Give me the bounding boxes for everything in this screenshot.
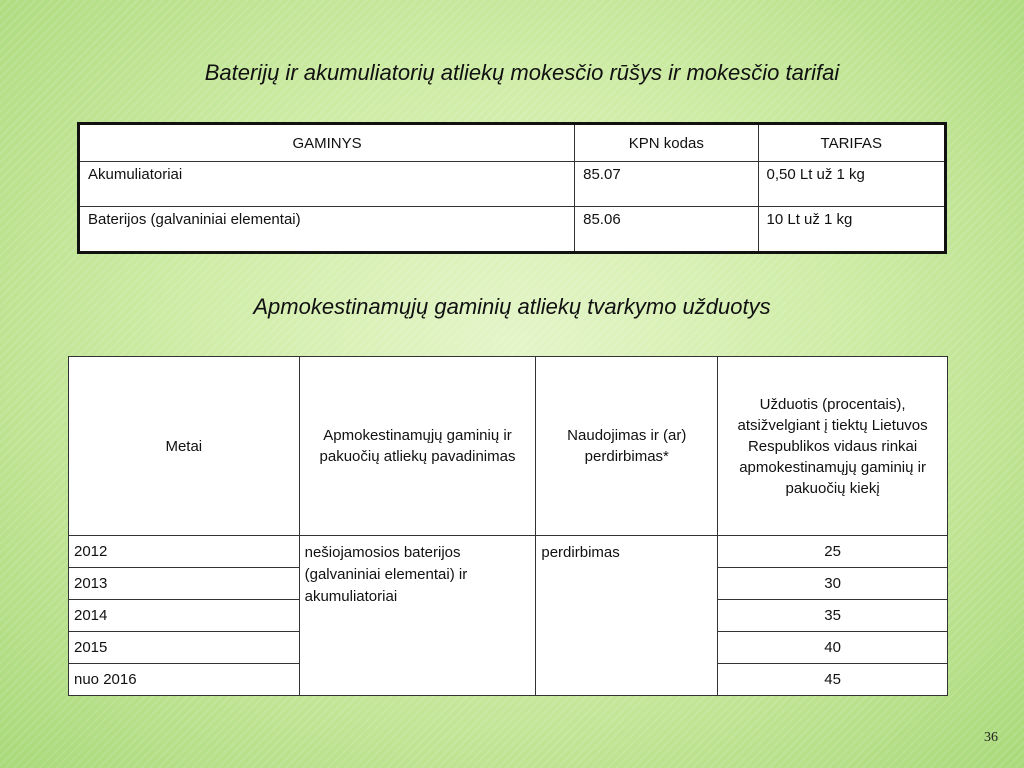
header-tarifas: TARIFAS — [758, 124, 946, 162]
targets-table-header-row — [69, 357, 948, 536]
tariff-cell: 0,50 Lt už 1 kg — [758, 162, 946, 207]
year-cell: 2012 — [69, 536, 300, 568]
header-target-percent: Užduotis (procentais), atsižvelgiant į tiektų Lietuvos Respublikos vidaus rinkai apmokestinamųjų gaminių ir pakuočių kiekį — [718, 357, 948, 536]
table-row — [79, 207, 946, 253]
year-cell: nuo 2016 — [69, 664, 300, 696]
year-cell: 2014 — [69, 600, 300, 632]
product-cell: Akumuliatoriai — [79, 162, 575, 207]
target-cell: 30 — [718, 568, 948, 600]
target-cell: 25 — [718, 536, 948, 568]
target-cell: 45 — [718, 664, 948, 696]
year-cell: 2013 — [69, 568, 300, 600]
tariff-cell: 10 Lt už 1 kg — [758, 207, 946, 253]
target-cell: 35 — [718, 600, 948, 632]
tariff-table — [77, 122, 947, 254]
targets-table — [68, 356, 948, 696]
table-row — [69, 536, 948, 568]
page-number: 36 — [984, 730, 998, 745]
header-metai: Metai — [69, 357, 300, 536]
year-cell: 2015 — [69, 632, 300, 664]
kpn-code-cell: 85.06 — [575, 207, 758, 253]
slide-title-tariffs: Baterijų ir akumuliatorių atliekų mokesčio rūšys ir mokesčio tarifai — [204, 60, 840, 85]
kpn-code-cell: 85.07 — [575, 162, 758, 207]
tariff-table-header-row — [79, 124, 946, 162]
product-cell: Baterijos (galvaniniai elementai) — [79, 207, 575, 253]
header-usage: Naudojimas ir (ar) perdirbimas* — [536, 357, 718, 536]
table-row — [79, 162, 946, 207]
header-kpn-kodas: KPN kodas — [575, 124, 758, 162]
usage-cell: perdirbimas — [536, 536, 718, 696]
header-gaminys: GAMINYS — [79, 124, 575, 162]
target-cell: 40 — [718, 632, 948, 664]
header-product-name: Apmokestinamųjų gaminių ir pakuočių atliekų pavadinimas — [299, 357, 536, 536]
product-name-cell: nešiojamosios baterijos (galvaniniai elementai) ir akumuliatoriai — [299, 536, 536, 696]
slide-title-targets: Apmokestinamųjų gaminių atliekų tvarkymo užduotys — [253, 294, 771, 319]
